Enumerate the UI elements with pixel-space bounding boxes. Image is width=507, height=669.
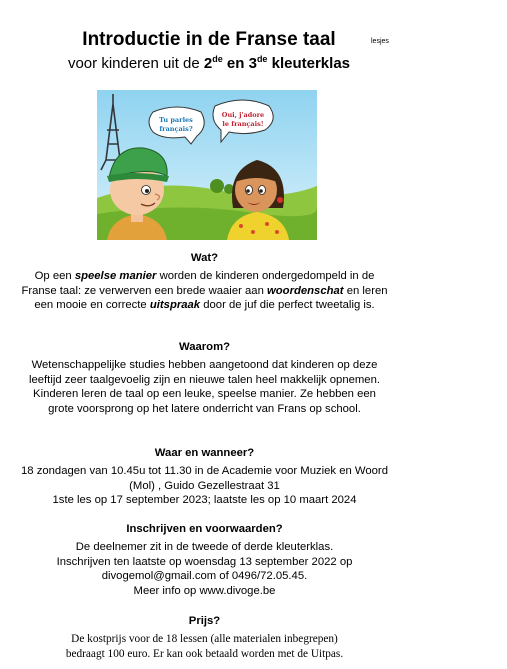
section-inschrijven: [20, 522, 389, 599]
subtitle-sup-2: de: [256, 54, 268, 64]
wat-text-2: worden de kinderen ondergedompeld in de Franse taal: ze verwerven een brede waaier aan: [21, 269, 375, 297]
section-waar-en-wanneer: [20, 446, 389, 508]
bubble-left-line-1: Tu parles: [159, 116, 193, 124]
side-note: lesjes: [371, 38, 389, 45]
subtitle-text-3: kleuterklas: [267, 55, 351, 72]
section-wat: [20, 251, 389, 313]
tree-icon: [210, 179, 224, 193]
bubble-right-line-2: le français!: [222, 120, 264, 128]
flower-hair-icon: [277, 197, 283, 203]
bubble-left-line-2: français?: [159, 125, 193, 133]
flyer-title: Introductie in de Franse taal: [82, 29, 336, 50]
section-waarom-heading: Waarom?: [178, 341, 231, 353]
wat-text-3: en leren een mooie en correcte: [34, 284, 388, 312]
waar-dates-text: 1ste les op 17 september 2023; laatste les op 10 maart 2024: [52, 494, 357, 507]
bubble-right-line-1: Oui, j'adore: [221, 111, 265, 119]
section-waar-heading: Waar en wanneer?: [154, 447, 255, 459]
inschrijven-info-text: Meer info op www.divoge.be: [133, 585, 276, 598]
section-prijs-heading: Prijs?: [188, 615, 221, 627]
waar-location-text: 18 zondagen van 10.45u tot 11.30 in de Academie voor Muziek en Woord (Mol) , Guido Gezellestraat 31: [21, 464, 388, 492]
section-waarom-text: Wetenschappelijke studies hebben aangetoond dat kinderen op deze leeftijd zeer taalgevoelig zijn en nieuwe talen heel makkelijk opnemen. Kinderen leren de taal op een leuke, speelse manier. Ze hebben een grote voorsprong op het latere onderricht van Frans op school.: [28, 358, 381, 416]
subtitle-number-2: 2: [203, 55, 213, 72]
flyer-subtitle: [0, 54, 418, 74]
wat-emphasis-3: uitspraak: [149, 299, 201, 312]
section-waarom: [20, 340, 389, 417]
boy-character: [107, 148, 169, 240]
section-wat-heading: Wat?: [190, 252, 219, 264]
subtitle-text-1: voor kinderen uit de: [67, 55, 204, 72]
section-inschrijven-heading: Inschrijven en voorwaarden?: [126, 523, 283, 535]
wat-emphasis-1: speelse manier: [74, 269, 157, 282]
illustration-children-speaking-french: [97, 90, 317, 240]
subtitle-text-2: en: [222, 55, 249, 72]
subtitle-number-3: 3: [248, 55, 257, 72]
prijs-text-1: De kostprijs voor de 18 lessen (alle materialen inbegrepen): [71, 632, 338, 645]
wat-text-4: door de juf die perfect tweetalig is.: [200, 299, 375, 312]
section-prijs: [20, 614, 389, 661]
wat-emphasis-2: woordenschat: [266, 284, 344, 297]
wat-text-1: Op een: [34, 269, 75, 282]
prijs-text-2: bedraagt 100 euro. Er kan ook betaald worden met de Uitpas.: [65, 647, 344, 660]
inschrijven-requirement-text: De deelnemer zit in de tweede of derde kleuterklas.: [75, 540, 334, 553]
inschrijven-deadline-text: Inschrijven ten laatste op woensdag 13 september 2022 op divogemol@gmail.com of 0496/72.05.45.: [56, 555, 353, 583]
subtitle-sup-1: de: [212, 54, 223, 64]
section-wat-text: [20, 269, 389, 313]
